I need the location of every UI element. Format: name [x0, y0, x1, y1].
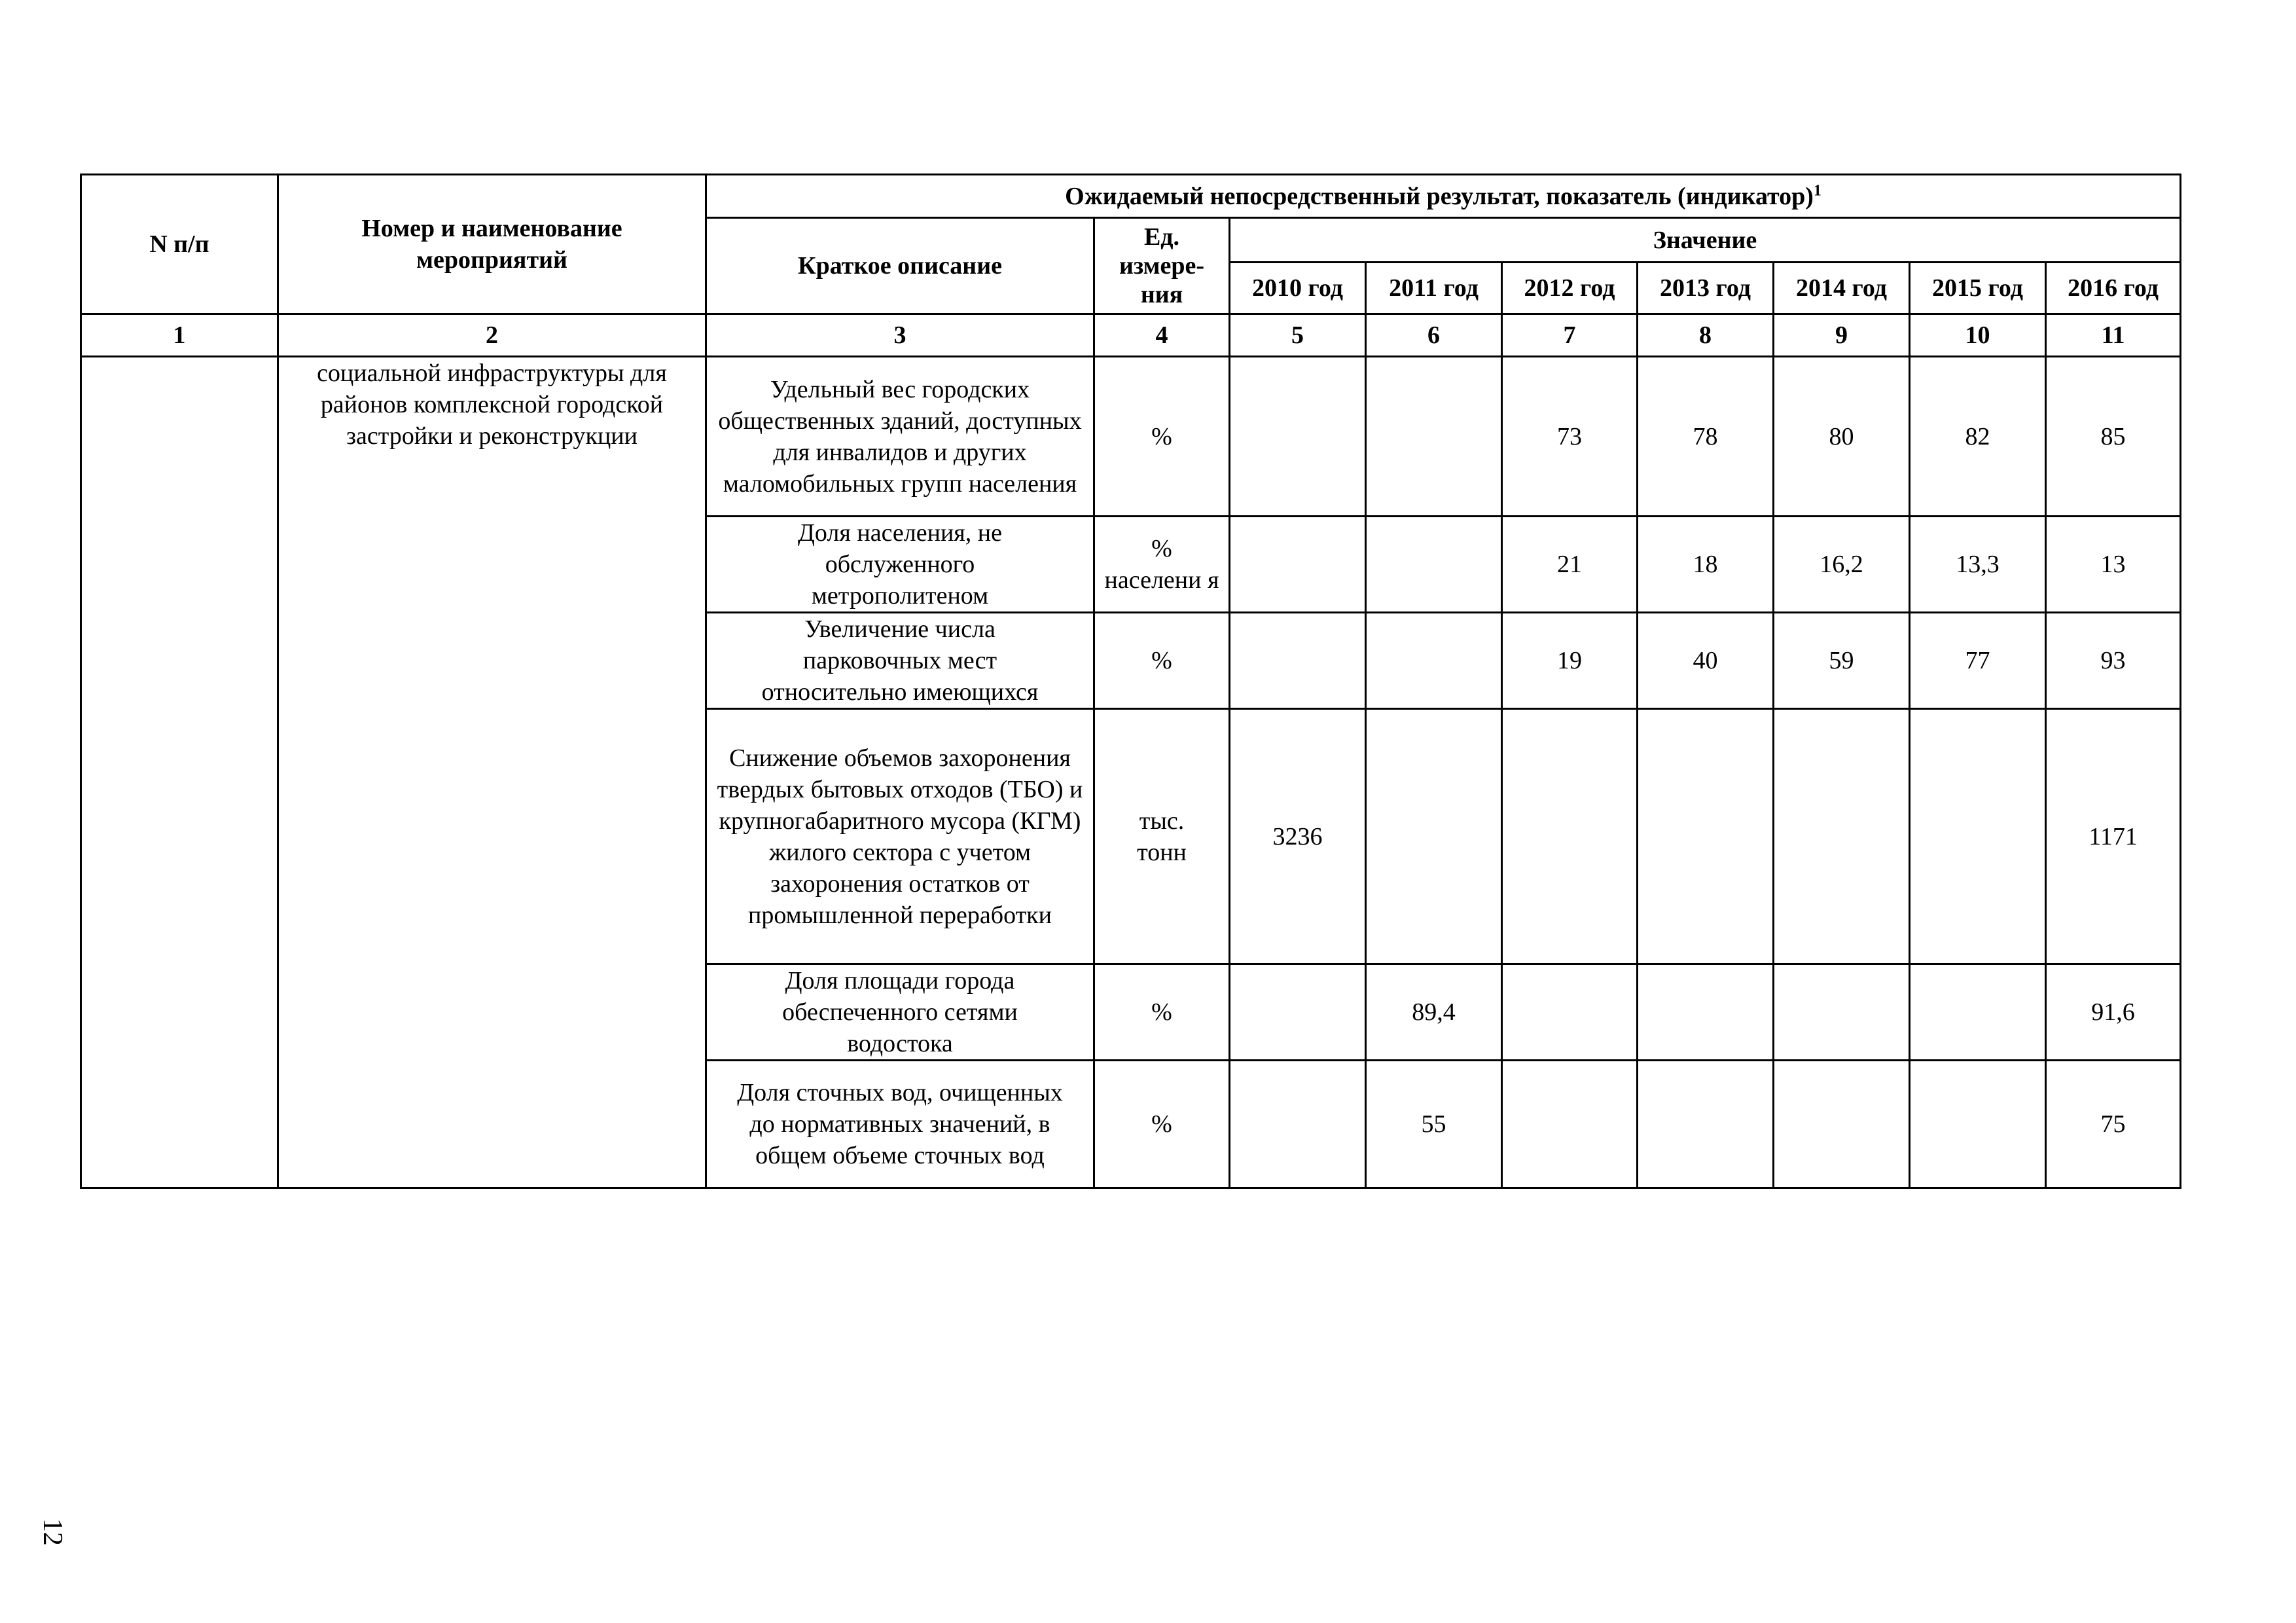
column-number: 7: [1502, 314, 1638, 357]
value-2016: 93: [2046, 613, 2181, 709]
header-year-2011: 2011 год: [1366, 263, 1502, 314]
header-expected-result-text: Ожидаемый непосредственный результат, показатель (индикатор): [1065, 182, 1814, 210]
column-number: 8: [1638, 314, 1774, 357]
value-2014: 80: [1774, 357, 1910, 517]
column-number: 4: [1094, 314, 1230, 357]
header-year-2014: 2014 год: [1774, 263, 1910, 314]
indicator-unit: %: [1094, 1061, 1230, 1188]
header-year-2013: 2013 год: [1638, 263, 1774, 314]
indicator-unit: %: [1094, 964, 1230, 1061]
value-2011: 89,4: [1366, 964, 1502, 1061]
page-number: 12: [37, 1518, 67, 1546]
value-2013: 78: [1638, 357, 1774, 517]
header-description: Краткое описание: [706, 218, 1094, 314]
value-2016: 91,6: [2046, 964, 2181, 1061]
measure-name-cell: социальной инфраструктуры для районов комплексной городской застройки и реконструкции: [278, 357, 706, 1188]
header-values: Значение: [1230, 218, 2181, 263]
column-number: 2: [278, 314, 706, 357]
value-2016: 85: [2046, 357, 2181, 517]
value-2010: 3236: [1230, 709, 1366, 964]
value-2012: [1502, 1061, 1638, 1188]
header-number: N п/п: [81, 175, 278, 314]
indicator-description: Доля сточных вод, очищенных до нормативных значений, в общем объеме сточных вод: [706, 1061, 1094, 1188]
table-row: [81, 357, 2181, 517]
value-2012: [1502, 964, 1638, 1061]
indicator-description: Удельный вес городских общественных зданий, доступных для инвалидов и других маломобильных групп населения: [706, 357, 1094, 517]
indicator-unit: %: [1094, 357, 1230, 517]
value-2015: 77: [1910, 613, 2046, 709]
column-number: 5: [1230, 314, 1366, 357]
indicator-description: Доля площади города обеспеченного сетями водостока: [706, 964, 1094, 1061]
value-2012: 19: [1502, 613, 1638, 709]
value-2012: 73: [1502, 357, 1638, 517]
column-number: 6: [1366, 314, 1502, 357]
column-number: 3: [706, 314, 1094, 357]
value-2016: 75: [2046, 1061, 2181, 1188]
value-2011: [1366, 517, 1502, 613]
value-2013: [1638, 709, 1774, 964]
indicator-description: Снижение объемов захоронения твердых бытовых отходов (ТБО) и крупногабаритного мусора (КГМ) жилого сектора с учетом захоронения остатков от промышленной переработки: [706, 709, 1094, 964]
value-2015: [1910, 1061, 2046, 1188]
value-2015: 13,3: [1910, 517, 2046, 613]
value-2014: 59: [1774, 613, 1910, 709]
value-2010: [1230, 964, 1366, 1061]
footnote-marker: 1: [1813, 181, 1821, 199]
indicator-description: Доля населения, не обслуженного метрополитеном: [706, 517, 1094, 613]
value-2011: [1366, 709, 1502, 964]
header-expected-result: [706, 175, 2181, 218]
value-2010: [1230, 613, 1366, 709]
header-year-2015: 2015 год: [1910, 263, 2046, 314]
value-2010: [1230, 357, 1366, 517]
indicator-unit: %: [1094, 613, 1230, 709]
value-2011: [1366, 357, 1502, 517]
value-2015: [1910, 709, 2046, 964]
header-measure-name: Номер и наименование мероприятий: [278, 175, 706, 314]
column-number: 11: [2046, 314, 2181, 357]
value-2014: 16,2: [1774, 517, 1910, 613]
value-2010: [1230, 1061, 1366, 1188]
value-2013: [1638, 1061, 1774, 1188]
header-year-2016: 2016 год: [2046, 263, 2181, 314]
value-2012: [1502, 709, 1638, 964]
indicator-description: Увеличение числа парковочных мест относительно имеющихся: [706, 613, 1094, 709]
value-2015: [1910, 964, 2046, 1061]
indicators-table: [80, 173, 2181, 1189]
value-2016: 1171: [2046, 709, 2181, 964]
indicator-unit: % населени я: [1094, 517, 1230, 613]
value-2014: [1774, 964, 1910, 1061]
value-2014: [1774, 1061, 1910, 1188]
header-row-1: [81, 175, 2181, 218]
header-year-2010: 2010 год: [1230, 263, 1366, 314]
value-2011: [1366, 613, 1502, 709]
value-2011: 55: [1366, 1061, 1502, 1188]
value-2013: 40: [1638, 613, 1774, 709]
header-year-2012: 2012 год: [1502, 263, 1638, 314]
row-number-cell: [81, 357, 278, 1188]
value-2015: 82: [1910, 357, 2046, 517]
column-number: 10: [1910, 314, 2046, 357]
indicator-unit: тыс. тонн: [1094, 709, 1230, 964]
column-number: 1: [81, 314, 278, 357]
value-2013: 18: [1638, 517, 1774, 613]
value-2014: [1774, 709, 1910, 964]
column-number-row: [81, 314, 2181, 357]
header-unit: Ед. измере-ния: [1094, 218, 1230, 314]
value-2012: 21: [1502, 517, 1638, 613]
value-2013: [1638, 964, 1774, 1061]
column-number: 9: [1774, 314, 1910, 357]
value-2010: [1230, 517, 1366, 613]
value-2016: 13: [2046, 517, 2181, 613]
